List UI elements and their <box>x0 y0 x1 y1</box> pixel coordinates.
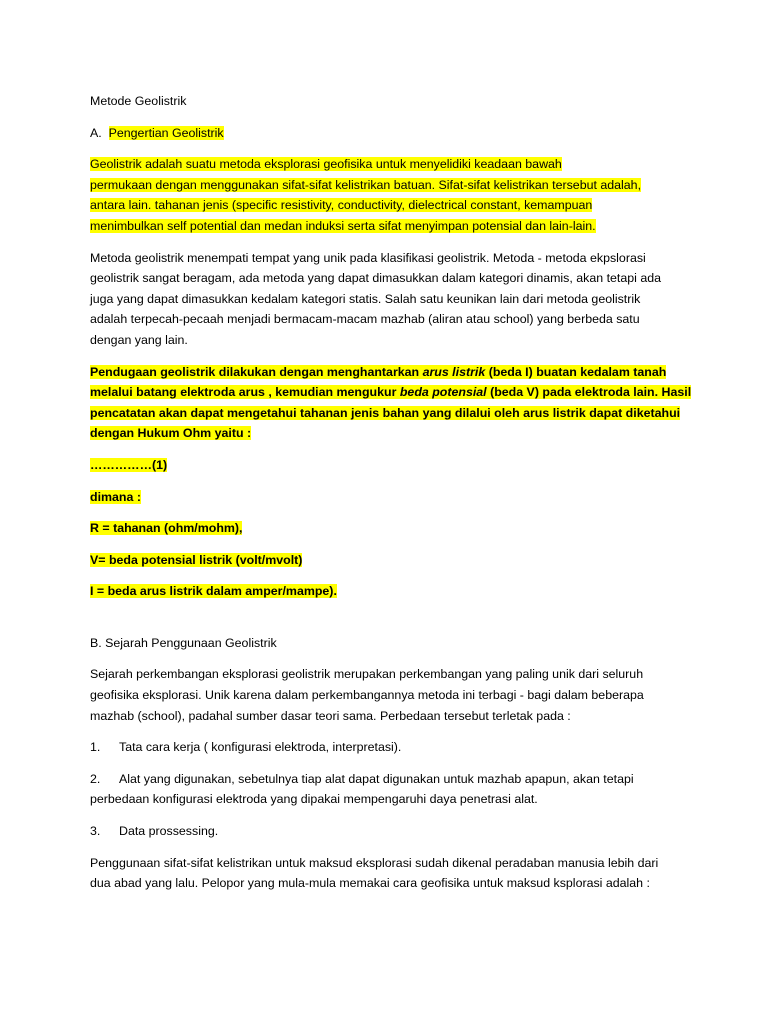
list-number: 2. <box>90 771 101 786</box>
definition-line: menimbulkan self potential dan medan induksi serta sifat menyimpan potensial dan lain-lain. <box>90 218 596 233</box>
paragraph-line: Penggunaan sifat-sifat kelistrikan untuk maksud eksplorasi sudah dikenal peradaban manusia lebih dari <box>90 855 659 870</box>
document-title: Metode Geolistrik <box>90 94 187 108</box>
section-b-heading: B. Sejarah Penggunaan Geolistrik <box>90 635 277 650</box>
paragraph-line: dengan yang lain. <box>90 332 188 347</box>
paragraph-line: juga yang dapat dimasukkan kedalam kategori statis. Salah satu keunikan lain dari metoda geolistrik <box>90 291 641 306</box>
history-paragraph <box>90 664 690 726</box>
list-item: 1. Tata cara kerja ( konfigurasi elektroda, interpretasi). <box>90 737 690 758</box>
definition-line: permukaan dengan menggunakan sifat-sifat kelistrikan batuan. Sifat-sifat kelistrikan tersebut adalah, <box>90 177 642 192</box>
paragraph-line: dengan Hukum Ohm yaitu : <box>90 426 252 441</box>
beda-potensial-term: beda potensial <box>399 385 487 400</box>
list-number: 3. <box>90 824 101 839</box>
geolistrik-method-paragraph <box>90 248 690 351</box>
list-item: 3. Data prossessing. <box>90 821 690 842</box>
list-number: 1. <box>90 740 101 755</box>
paragraph-line: pencatatan akan dapat mengetahui tahanan jenis bahan yang dilalui oleh arus listrik dapat diketahui <box>90 405 681 420</box>
list-item: 2. Alat yang digunakan, sebetulnya tiap alat dapat digunakan untuk mazhab apapun, akan tetapi perbedaan konfigurasi elektroda yang dipakai mempengaruhi daya penetrasi alat. <box>90 769 690 810</box>
paragraph-line: dua abad yang lalu. Pelopor yang mula-mula memakai cara geofisika untuk maksud ksplorasi adalah : <box>90 876 650 891</box>
paragraph-line: Metoda geolistrik menempati tempat yang unik pada klasifikasi geolistrik. Metoda - metoda ekpslorasi <box>90 250 646 265</box>
section-a-heading <box>90 123 690 144</box>
paragraph-line: Sejarah perkembangan eksplorasi geolistrik merupakan perkembangan yang paling unik dari seluruh <box>90 667 644 682</box>
paragraph-line: geofisika eksplorasi. Unik karena dalam perkembangannya metoda ini terbagi - bagi dalam beberapa <box>90 688 644 703</box>
ohm-law-paragraph <box>90 362 690 444</box>
section-a-label: A. <box>90 125 102 140</box>
paragraph-line: adalah terpecah-pecaah menjadi bermacam-macam mazhab (aliran atau school) yang berbeda satu <box>90 312 640 327</box>
paragraph-line: mazhab (school), padahal sumber dasar teori sama. Perbedaan tersebut terletak pada : <box>90 708 571 723</box>
spacer <box>90 613 690 633</box>
document-page <box>90 91 690 905</box>
variable-i: I = beda arus listrik dalam amper/mampe). <box>90 584 337 599</box>
equation-number: ……………(1) <box>90 457 168 472</box>
paragraph-line: geolistrik sangat beragam, ada metoda yang dapat dimasukkan dalam kategori dinamis, akan tetapi ada <box>90 271 662 286</box>
section-a-heading-text: Pengertian Geolistrik <box>108 125 224 140</box>
definition-paragraph <box>90 154 690 236</box>
paragraph-line: Pendugaan geolistrik dilakukan dengan menghantarkan arus listrik (beda I) buatan kedalam tanah <box>90 364 667 379</box>
variable-v: V= beda potensial listrik (volt/mvolt) <box>90 552 303 567</box>
pioneer-paragraph <box>90 853 690 894</box>
variable-r: R = tahanan (ohm/mohm), <box>90 521 243 536</box>
paragraph-line: melalui batang elektroda arus , kemudian mengukur beda potensial (beda V) pada elektroda lain. Hasil <box>90 385 692 400</box>
definition-line: antara lain. tahanan jenis (specific resistivity, conductivity, dielectrical constant, kemampuan <box>90 198 593 213</box>
arus-listrik-term: arus listrik <box>422 364 486 379</box>
dimana-label: dimana : <box>90 489 141 504</box>
definition-line: Geolistrik adalah suatu metoda eksplorasi geofisika untuk menyelidiki keadaan bawah <box>90 157 562 172</box>
